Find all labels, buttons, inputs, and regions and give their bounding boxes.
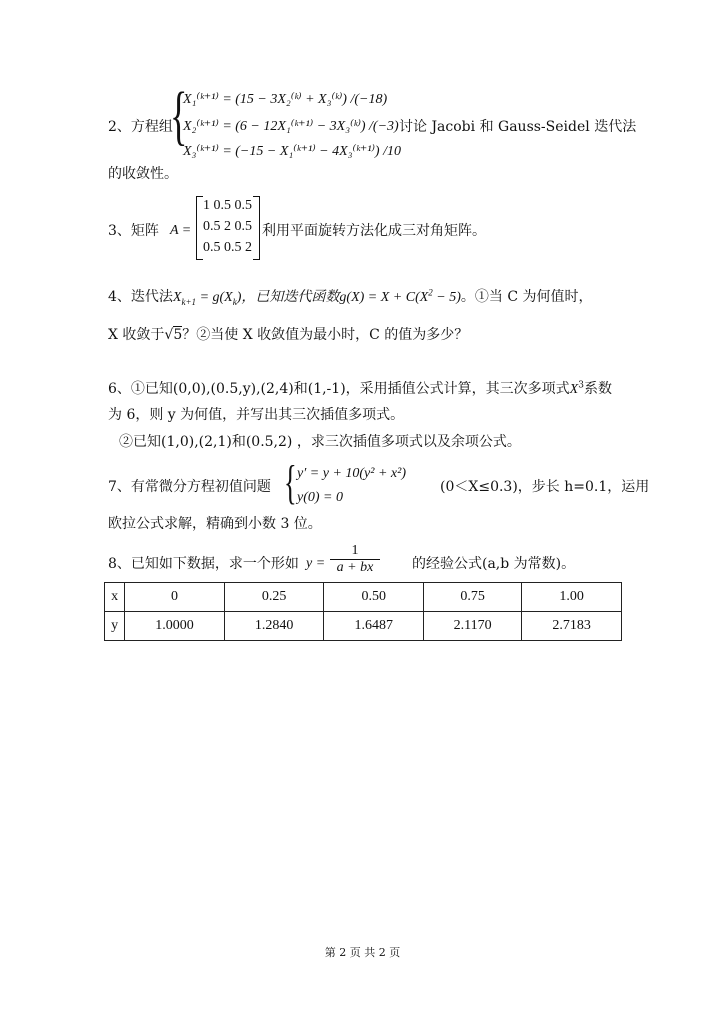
- q8-label: 8、已知如下数据，求一个形如: [108, 556, 299, 572]
- q4-sqrt-value: 5: [173, 327, 183, 343]
- q6-line1-a: 6、①已知(0,0),(0.5,y),(2,4)和(1,-1)，采用插值公式计算，其三次多项式: [108, 381, 570, 397]
- q4-line1-a: 4、迭代法: [108, 289, 173, 305]
- q2-equation-3: X₃⁽ᵏ⁺¹⁾ = (−15 − X₁⁽ᵏ⁺¹⁾ − 4X₃⁽ᵏ⁺¹⁾) /10: [183, 144, 401, 159]
- q2-line2: 的收敛性。: [108, 166, 178, 182]
- q4-gfunc: g(X) = X + C(X: [339, 290, 429, 305]
- table-row-y: [105, 612, 622, 641]
- table-cell: y: [105, 612, 125, 641]
- q3-matrix-row-2: 0.5 2 0.5: [203, 219, 252, 234]
- q4-iter-rhs-sub: k: [232, 296, 237, 307]
- table-cell: 1.6487: [324, 612, 424, 641]
- sqrt-icon: √: [164, 327, 174, 343]
- q4-line1-g: 。①当 C 为何值时，: [460, 289, 593, 305]
- q2-brace: {: [170, 79, 188, 152]
- q7-label: 7、有常微分方程初值问题: [108, 479, 271, 495]
- table-cell: 2.1170: [424, 612, 522, 641]
- q7-brace: {: [284, 456, 297, 509]
- table-cell: 0.25: [224, 583, 324, 612]
- q4-line2-a: X 收敛于: [108, 327, 165, 343]
- table-cell: 0: [125, 583, 225, 612]
- table-cell: 0.75: [424, 583, 522, 612]
- q8-fraction: [330, 543, 380, 576]
- q8-fraction-numerator: 1: [330, 543, 380, 560]
- q4-line2-b: ？②当使 X 收敛值为最小时，C 的值为多少？: [182, 327, 469, 343]
- q2-tail: 讨论 Jacobi 和 Gauss-Seidel 迭代法: [399, 119, 637, 135]
- q8-data-table: [104, 582, 622, 641]
- q6-line2: 为 6，则 y 为何值，并写出其三次插值多项式。: [108, 407, 405, 423]
- q4-iter-rhs: = g(X: [196, 290, 233, 305]
- q2-equation-1: X₁⁽ᵏ⁺¹⁾ = (15 − 3X₂⁽ᵏ⁾ + X₃⁽ᵏ⁾) /(−18): [183, 92, 388, 107]
- q3-tail: 利用平面旋转方法化成三对角矩阵。: [262, 223, 486, 239]
- q7-equation-2: y(0) = 0: [297, 490, 343, 505]
- q4-iter-x: X: [172, 290, 182, 305]
- q4-iter-close: )，已知迭代函数: [236, 290, 340, 305]
- q7-equation-1: y′ = y + 10(y² + x²): [297, 466, 406, 481]
- q4-line1: [108, 288, 593, 307]
- table-cell: x: [105, 583, 125, 612]
- q2-label: 2、方程组: [108, 119, 173, 135]
- q3-matrix-row-3: 0.5 0.5 2: [203, 240, 252, 255]
- table-cell: 1.2840: [224, 612, 324, 641]
- q7-line2: 欧拉公式求解，精确到小数 3 位。: [108, 516, 322, 532]
- table-cell: 0.50: [324, 583, 424, 612]
- q3-label: 3、矩阵: [108, 223, 159, 239]
- q6-line1-b: 系数: [583, 381, 612, 397]
- q8-formula-lhs: y =: [306, 556, 326, 571]
- q4-gfunc-end: − 5): [432, 290, 461, 305]
- page-footer: 第 2 页 共 2 页: [324, 946, 401, 959]
- q3-matrix-lhs: A =: [170, 223, 192, 238]
- q4-gfunc-sup: 2: [428, 287, 433, 298]
- q6-x: X: [569, 382, 579, 397]
- q6-x-sup: 3: [578, 380, 584, 391]
- q7-tail: (0＜X≤0.3)，步长 h=0.1，运用: [440, 479, 650, 495]
- q6-line3: ②已知(1,0),(2,1)和(0.5,2) ，求三次插值多项式以及余项公式。: [119, 434, 521, 450]
- table-cell: 1.00: [522, 583, 622, 612]
- q2-equation-2: X₂⁽ᵏ⁺¹⁾ = (6 − 12X₁⁽ᵏ⁺¹⁾ − 3X₃⁽ᵏ⁾) /(−3): [183, 119, 399, 134]
- q3-matrix: [196, 196, 260, 260]
- q4-line2: [108, 326, 468, 344]
- table-cell: 2.7183: [522, 612, 622, 641]
- table-cell: 1.0000: [125, 612, 225, 641]
- q4-iter-sub: k+1: [181, 296, 197, 307]
- q8-fraction-denominator: a + bx: [336, 560, 374, 575]
- table-row-x: [105, 583, 622, 612]
- q6-line1: [108, 380, 612, 399]
- q8-tail: 的经验公式(a,b 为常数)。: [412, 556, 576, 572]
- q3-matrix-row-1: 1 0.5 0.5: [203, 198, 252, 213]
